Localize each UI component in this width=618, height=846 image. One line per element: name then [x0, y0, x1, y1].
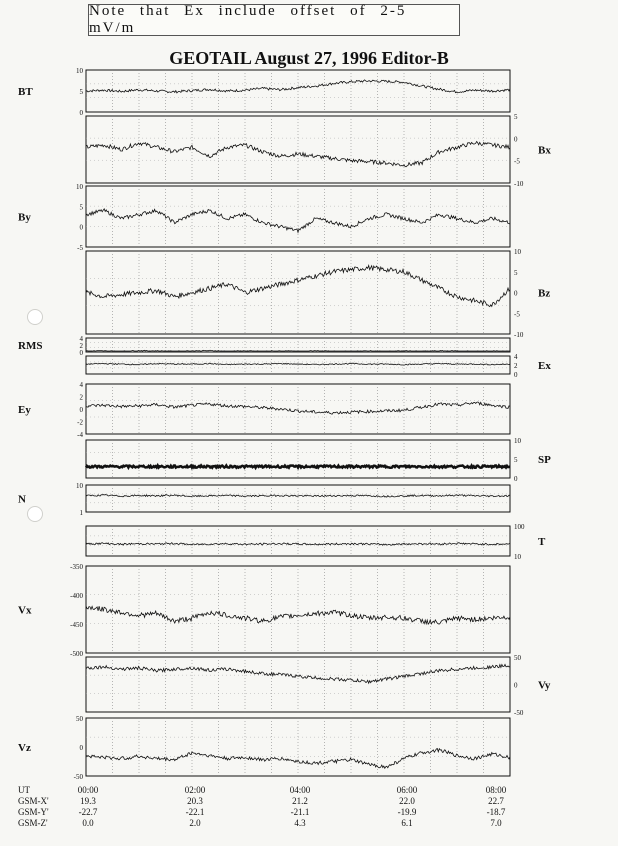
y-tick-label: -50 — [73, 773, 83, 781]
series-line-ex — [86, 363, 510, 365]
panel-label-t: T — [538, 536, 546, 548]
y-tick-label: 0 — [514, 681, 518, 690]
gsm-z-value: 7.0 — [490, 818, 502, 828]
footer-row-label: GSM-Y' — [18, 807, 49, 817]
gsm-x-value: 20.3 — [187, 796, 203, 806]
gsm-y-value: -21.1 — [290, 807, 310, 817]
y-tick-label: 0 — [514, 371, 518, 379]
gsm-x-value: 21.2 — [292, 796, 308, 806]
gsm-x-value: 19.3 — [80, 796, 96, 806]
y-tick-label: 1 — [79, 509, 83, 517]
y-tick-label: -5 — [77, 244, 83, 252]
panel-label-bt: BT — [18, 86, 33, 98]
panel-label-ex: Ex — [538, 360, 551, 372]
y-tick-label: 5 — [79, 203, 83, 212]
gsm-y-value: -19.9 — [397, 807, 417, 817]
panel-label-vz: Vz — [18, 742, 31, 754]
y-tick-label: 2 — [514, 362, 518, 370]
gsm-y-value: -22.1 — [185, 807, 205, 817]
y-tick-label: -5 — [514, 310, 520, 319]
panel-label-ey: Ey — [18, 404, 31, 416]
y-tick-label: 0 — [79, 109, 83, 117]
y-tick-label: 5 — [514, 456, 518, 464]
footer-row-label: UT — [18, 785, 30, 795]
panel-label-bz: Bz — [538, 287, 551, 300]
y-tick-label: 50 — [514, 654, 521, 662]
panel-label-sp: SP — [538, 454, 551, 466]
panel-label-bx: Bx — [538, 144, 551, 157]
y-tick-label: -2 — [77, 418, 83, 427]
y-tick-label: 0 — [79, 744, 83, 752]
y-tick-label: -10 — [514, 180, 524, 188]
y-tick-label: 0 — [79, 223, 83, 232]
gsm-x-value: 22.0 — [399, 796, 415, 806]
panel-label-by: By — [18, 211, 31, 224]
panel-label-vy: Vy — [538, 679, 551, 692]
y-tick-label: 5 — [514, 113, 518, 121]
y-tick-label: 50 — [76, 715, 83, 723]
y-tick-label: 10 — [514, 437, 521, 445]
y-tick-label: 0 — [514, 289, 518, 298]
y-tick-label: 2 — [79, 342, 83, 350]
gsm-x-value: 22.7 — [488, 796, 504, 806]
footer-row-label: GSM-X' — [18, 796, 49, 806]
gsm-y-value: -22.7 — [78, 807, 98, 817]
gsm-z-value: 2.0 — [189, 818, 201, 828]
y-tick-label: 0 — [79, 349, 83, 357]
y-tick-label: -400 — [70, 592, 83, 600]
y-tick-label: 4 — [514, 353, 518, 361]
y-tick-label: 5 — [79, 88, 83, 96]
y-tick-label: -50 — [514, 709, 524, 717]
panel-label-vx: Vx — [18, 604, 32, 617]
ut-time-label: 00:00 — [77, 785, 99, 795]
y-tick-label: 10 — [514, 248, 521, 256]
y-tick-label: -500 — [70, 650, 83, 658]
series-line-sp — [86, 466, 510, 468]
ut-time-label: 04:00 — [289, 785, 311, 795]
ut-time-label: 08:00 — [485, 785, 507, 795]
ut-time-label: 06:00 — [396, 785, 418, 795]
series-line-bz — [86, 265, 510, 306]
series-line-vy — [86, 664, 510, 683]
y-tick-label: 4 — [79, 335, 83, 343]
gsm-z-value: 4.3 — [294, 818, 306, 828]
ut-time-label: 02:00 — [184, 785, 206, 795]
y-tick-label: -4 — [77, 431, 83, 439]
y-tick-label: 10 — [76, 67, 83, 75]
panel-frame — [86, 718, 510, 776]
y-tick-label: 2 — [79, 393, 83, 402]
gsm-y-value: -18.7 — [486, 807, 506, 817]
y-tick-label: 0 — [514, 475, 518, 483]
y-tick-label: 5 — [514, 268, 518, 277]
y-tick-label: -5 — [514, 157, 520, 166]
y-tick-label: 100 — [514, 523, 525, 531]
offset-note: Note that Ex include offset of 2-5 mV/m — [88, 4, 460, 36]
y-tick-label: -350 — [70, 563, 83, 571]
y-tick-label: 0 — [79, 406, 83, 414]
series-line-bt — [86, 80, 510, 93]
y-tick-label: 4 — [79, 381, 83, 389]
gsm-z-value: 6.1 — [401, 818, 413, 828]
gsm-z-value: 0.0 — [82, 818, 94, 828]
panel-label-rms: RMS — [18, 340, 43, 352]
panel-frame — [86, 566, 510, 653]
y-tick-label: 10 — [76, 482, 83, 490]
y-tick-label: 0 — [514, 135, 518, 144]
y-tick-label: 10 — [76, 183, 83, 191]
y-tick-label: -450 — [70, 621, 83, 629]
panel-label-n: N — [18, 493, 26, 506]
chart-title: GEOTAIL August 27, 1996 Editor-B — [169, 48, 449, 68]
panel-frame — [86, 485, 510, 512]
series-line-bx — [86, 142, 510, 167]
footer-row-label: GSM-Z' — [18, 818, 48, 828]
y-tick-label: -10 — [514, 331, 524, 339]
y-tick-label: 10 — [514, 553, 521, 561]
